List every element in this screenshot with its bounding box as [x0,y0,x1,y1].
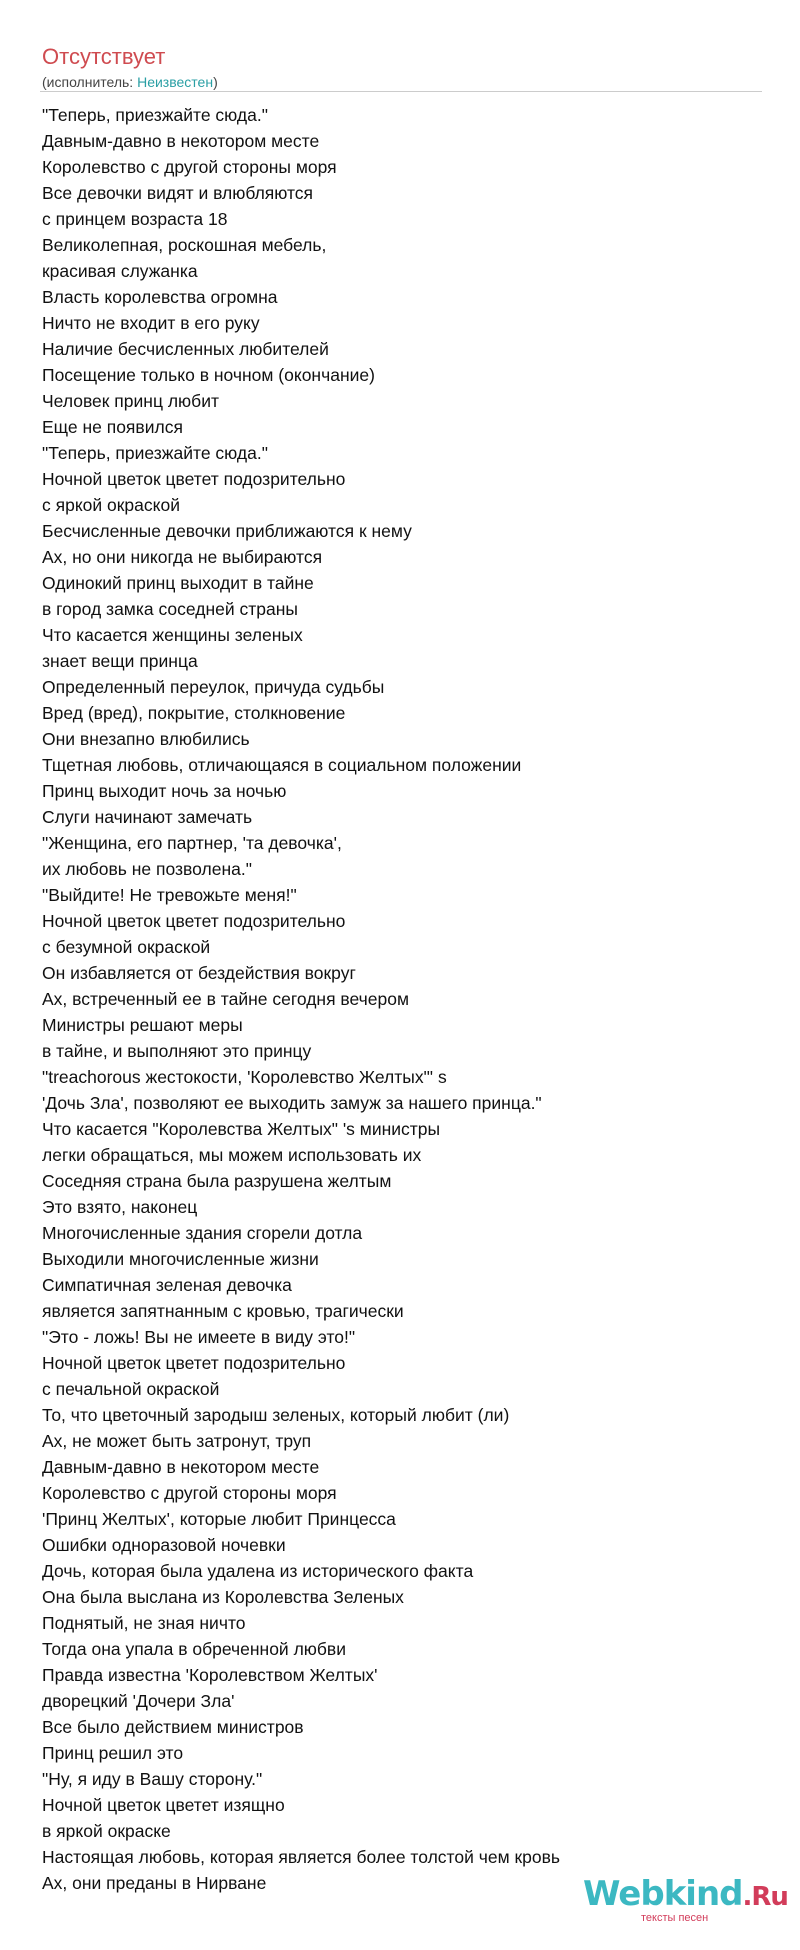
lyric-line: Они внезапно влюбились [42,729,250,749]
logo-tagline: тексты песен [641,1912,709,1924]
logo-wordmark [583,1874,788,1917]
lyric-line: Что касается "Королевства Желтых" 's министры [42,1119,441,1139]
lyric-line: "Выйдите! Не тревожьте меня!" [42,885,297,905]
lyric-line: Поднятый, не зная ничто [42,1613,246,1633]
lyric-line: с яркой окраской [42,495,181,515]
lyric-line: Многочисленные здания сгорели дотла [42,1223,363,1243]
lyric-line: с печальной окраской [42,1379,220,1399]
lyric-line: "Теперь, приезжайте сюда." [42,105,268,125]
logo-tld: .Ru [742,1882,788,1912]
lyric-line: Ах, они преданы в Нирване [42,1873,267,1893]
lyric-line: Королевство с другой стороны моря [42,1483,337,1503]
lyric-line: "treachorous жестокости, 'Королевство Желтых"' s [42,1067,447,1087]
lyric-line: Она была выслана из Королевства Зеленых [42,1587,404,1607]
artist-line [42,74,762,90]
lyric-line: Вред (вред), покрытие, столкновение [42,703,346,723]
lyrics-text [42,102,762,1896]
lyric-line: 'Дочь Зла', позволяют ее выходить замуж за нашего принца." [42,1093,542,1113]
lyric-line: их любовь не позволена." [42,859,252,879]
lyric-line: Ошибки одноразовой ночевки [42,1535,286,1555]
lyric-line: Тогда она упала в обреченной любви [42,1639,346,1659]
artist-link[interactable]: Неизвестен [137,74,214,90]
lyric-line: Что касается женщины зеленых [42,625,303,645]
lyric-line: Еще не появился [42,417,183,437]
lyric-line: Посещение только в ночном (окончание) [42,365,375,385]
lyric-line: в яркой окраске [42,1821,171,1841]
site-logo[interactable] [583,1874,788,1930]
lyric-line: Слуги начинают замечать [42,807,253,827]
lyric-line: Ах, встреченный ее в тайне сегодня вечером [42,989,410,1009]
lyric-line: То, что цветочный зародыш зеленых, который любит (ли) [42,1405,510,1425]
song-header [42,44,762,90]
lyric-line: Принц выходит ночь за ночью [42,781,287,801]
lyric-line: Давным-давно в некотором месте [42,131,320,151]
lyric-line: "Женщина, его партнер, 'та девочка', [42,833,342,853]
lyric-line: Королевство с другой стороны моря [42,157,337,177]
lyric-line: "Это - ложь! Вы не имеете в виду это!" [42,1327,356,1347]
lyric-line: легки обращаться, мы можем использовать их [42,1145,422,1165]
lyric-line: Власть королевства огромна [42,287,278,307]
lyric-line: Ночной цветок цветет подозрительно [42,911,346,931]
lyric-line: Наличие бесчисленных любителей [42,339,329,359]
lyric-line: "Ну, я иду в Вашу сторону." [42,1769,263,1789]
lyric-line: Ничто не входит в его руку [42,313,260,333]
lyric-line: Ах, но они никогда не выбираются [42,547,323,567]
lyric-line: Министры решают меры [42,1015,243,1035]
lyric-line: с принцем возраста 18 [42,209,228,229]
lyric-line: знает вещи принца [42,651,198,671]
lyric-line: Давным-давно в некотором месте [42,1457,320,1477]
lyric-line: является запятнанным с кровью, трагически [42,1301,404,1321]
lyric-line: Соседняя страна была разрушена желтым [42,1171,392,1191]
lyric-line: Все было действием министров [42,1717,304,1737]
lyric-line: Настоящая любовь, которая является более толстой чем кровь [42,1847,561,1867]
artist-prefix: (исполнитель: [42,74,138,90]
lyric-line: Ночной цветок цветет подозрительно [42,1353,346,1373]
lyric-line: Дочь, которая была удалена из исторического факта [42,1561,474,1581]
lyric-line: Симпатичная зеленая девочка [42,1275,292,1295]
lyric-line: Тщетная любовь, отличающаяся в социальном положении [42,755,522,775]
lyric-line: Он избавляется от бездействия вокруг [42,963,356,983]
logo-brand: Webkind [583,1874,743,1914]
lyric-line: "Теперь, приезжайте сюда." [42,443,268,463]
lyric-line: в тайне, и выполняют это принцу [42,1041,312,1061]
lyric-line: Одинокий принц выходит в тайне [42,573,314,593]
lyric-line: Ах, не может быть затронут, труп [42,1431,312,1451]
lyric-line: 'Принц Желтых', которые любит Принцесса [42,1509,396,1529]
lyric-line: Все девочки видят и влюбляются [42,183,314,203]
lyric-line: Это взято, наконец [42,1197,198,1217]
lyric-line: Выходили многочисленные жизни [42,1249,319,1269]
lyric-line: Бесчисленные девочки приближаются к нему [42,521,412,541]
song-title: Отсутствует [42,44,166,69]
lyric-line: с безумной окраской [42,937,211,957]
lyric-line: дворецкий 'Дочери Зла' [42,1691,235,1711]
lyric-line: в город замка соседней страны [42,599,298,619]
lyric-line: Ночной цветок цветет изящно [42,1795,285,1815]
header-divider [40,91,762,92]
lyric-line: красивая служанка [42,261,198,281]
lyric-line: Определенный переулок, причуда судьбы [42,677,385,697]
lyric-line: Великолепная, роскошная мебель, [42,235,327,255]
lyric-line: Человек принц любит [42,391,219,411]
lyric-line: Принц решил это [42,1743,184,1763]
lyric-line: Ночной цветок цветет подозрительно [42,469,346,489]
artist-suffix: ) [213,74,218,90]
lyric-line: Правда известна 'Королевством Желтых' [42,1665,378,1685]
